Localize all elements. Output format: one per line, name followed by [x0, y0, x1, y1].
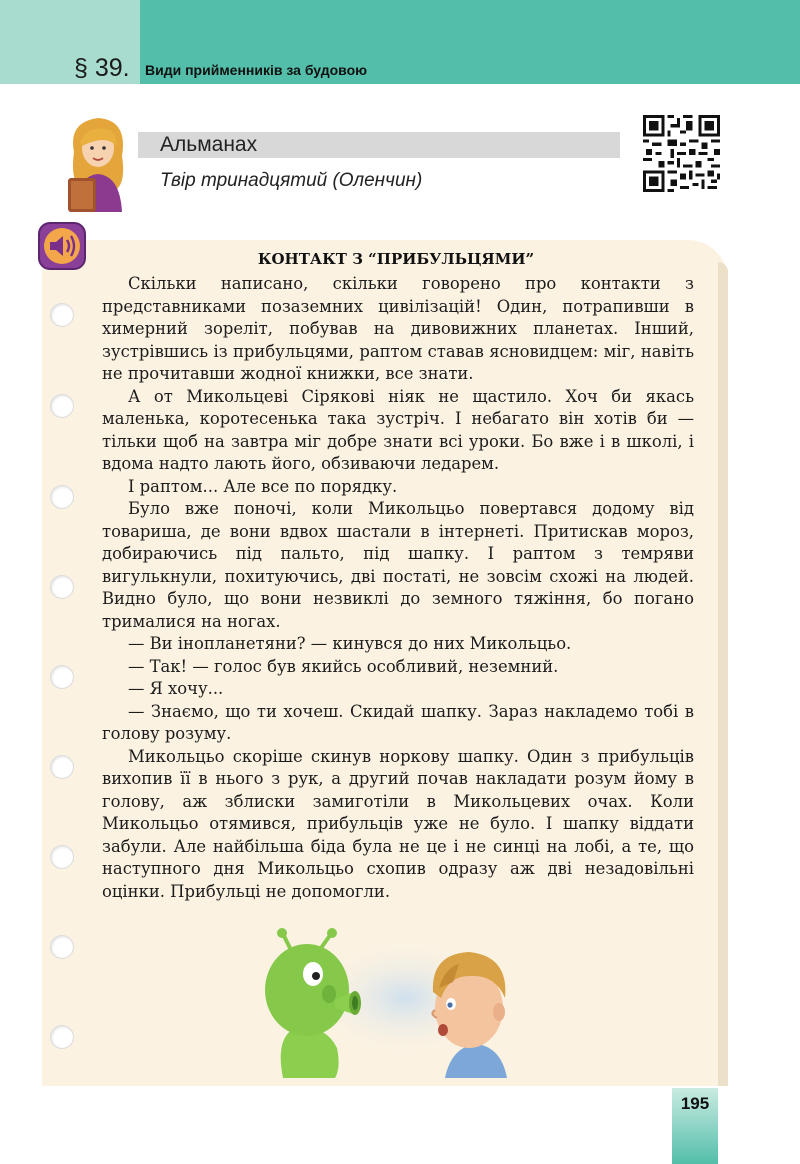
notebook-page-edge — [718, 262, 728, 1086]
speaker-icon — [40, 224, 84, 268]
dialogue-line: — Знаємо, що ти хочеш. Скидай шапку. Зараз накладемо тобі в голову розуму. — [102, 701, 694, 743]
binder-hole — [50, 845, 74, 869]
qr-code-icon[interactable] — [643, 115, 720, 192]
binder-hole — [50, 575, 74, 599]
story-paragraph: А от Микольцеві Сірякові ніяк не щастило. Хоч би якась маленька, коротесенька така зустріч. І небагато він хотів би — тільки щоб на завтра міг добре знати всі уроки. Бо вже і в школі, і вдома надто лають його, обзиваючи ледарем. — [102, 386, 694, 473]
section-title: Види прийменників за будовою — [145, 62, 368, 78]
story-text — [102, 273, 694, 903]
reading-girl-icon — [60, 112, 138, 212]
binder-hole — [50, 665, 74, 689]
dialogue-line: — Я хочу... — [128, 679, 224, 698]
alien-figure — [265, 928, 361, 1078]
story-paragraph: І раптом... Але все по порядку. — [128, 476, 398, 496]
dialogue-line: — Так! — голос був якийсь особливий, неземний. — [128, 656, 559, 676]
story-paragraph: Було вже поночі, коли Микольцьо повертався додому від товариша, де вони вдвох шастали в інтернеті. Притискав мороз, добираючись під пальто, під шапку. І раптом з темряви вигулькнули, похитуючись, дві постаті, не зовсім схожі на людей. Видно було, що вони незвиклі до земного тяжіння, бо погано трималися на ногах. — [102, 499, 694, 631]
page-number: 195 — [680, 1094, 710, 1113]
dialogue-line: — Ви інопланетяни? — кинувся до них Микольцьо. — [128, 634, 572, 653]
boy-figure — [432, 952, 507, 1078]
audio-play-button[interactable] — [38, 222, 86, 270]
binder-hole — [50, 1025, 74, 1049]
binder-hole — [50, 755, 74, 779]
binder-hole — [50, 485, 74, 509]
binder-hole — [50, 394, 74, 418]
story-paragraph: Скільки написано, скільки говорено про контакти з представниками позаземних цивілізацій! Один, потрапивши в химерний зореліт, побував на дивовижних планетах. Інший, зустрівшись із прибульцями, раптом ставав ясновидцем: міг, навіть не прочитавши жодної книжки, все знати. — [102, 274, 694, 383]
section-number: § 39. — [74, 54, 130, 82]
almanac-title: Альманах — [160, 133, 258, 156]
alien-and-boy-illustration — [255, 928, 535, 1078]
story-paragraph: Микольцьо скоріше скинув норкову шапку. Один з прибульців вихопив її в нього з рук, а другий почав накладати розум йому в голову, аж зблиски замиготіли в Микольцевих очах. Коли Микольцьо отямився, прибульців уже не було. І шапку віддати забули. Але найбільша біда була не це і не синці на лобі, а те, що наступного дня Микольцьо схопив одразу аж дві незадовільні оцінки. Прибульці не допомогли. — [102, 746, 694, 901]
almanac-subtitle: Твір тринадцятий (Оленчин) — [160, 170, 423, 191]
binder-hole — [50, 935, 74, 959]
story-title: КОНТАКТ З “ПРИБУЛЬЦЯМИ” — [257, 250, 535, 268]
binder-hole — [50, 303, 74, 327]
